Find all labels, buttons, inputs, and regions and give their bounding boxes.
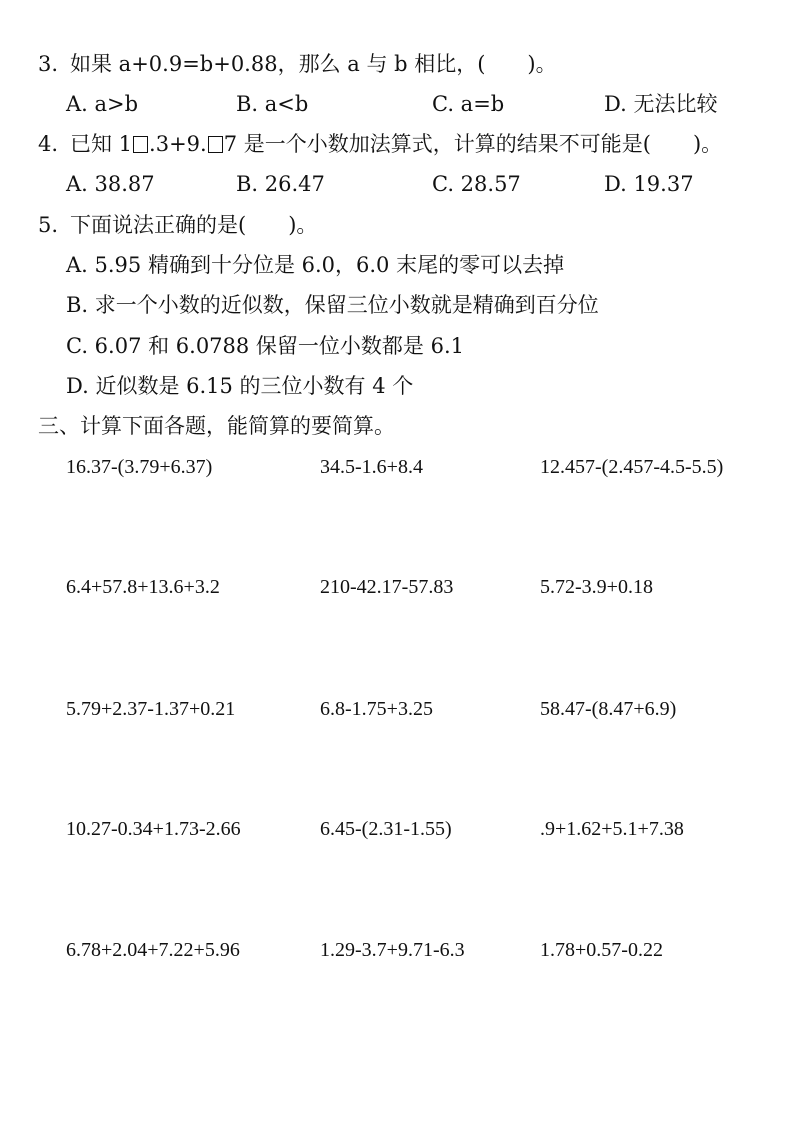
calc-item-r3-c3: 58.47-(8.47+6.9) [540, 698, 677, 720]
calc-item-r4-c2: 6.45-(2.31-1.55) [320, 818, 452, 840]
calc-item-r1-c3: 12.457-(2.457-4.5-5.5) [540, 456, 724, 478]
calc-item-r5-c2: 1.29-3.7+9.71-6.3 [320, 939, 465, 961]
calc-item-r2-c1: 6.4+57.8+13.6+3.2 [66, 576, 220, 598]
question-5-stem: 下面说法正确的是( )。 [70, 213, 318, 237]
question-4-option-b: B. 26.47 [236, 172, 325, 196]
calc-item-r4-c3: .9+1.62+5.1+7.38 [540, 818, 684, 840]
question-5-option-b: B. 求一个小数的近似数，保留三位小数就是精确到百分位 [66, 293, 599, 317]
question-5-option-d: D. 近似数是 6.15 的三位小数有 4 个 [66, 374, 414, 398]
question-5-option-a: A. 5.95 精确到十分位是 6.0，6.0 末尾的零可以去掉 [66, 253, 565, 277]
question-4-stem-part-a: 已知 1 [70, 132, 133, 156]
question-3-number: 3. [38, 52, 59, 76]
question-4-option-c: C. 28.57 [432, 172, 521, 196]
blank-box-icon [133, 136, 148, 153]
question-5-number: 5. [38, 213, 59, 237]
calc-item-r5-c1: 6.78+2.04+7.22+5.96 [66, 939, 240, 961]
question-3-stem: 如果 a+0.9=b+0.88，那么 a 与 b 相比，( )。 [70, 52, 557, 76]
question-3-option-a: A. a>b [66, 92, 139, 116]
calc-item-r5-c3: 1.78+0.57-0.22 [540, 939, 663, 961]
calc-item-r4-c1: 10.27-0.34+1.73-2.66 [66, 818, 241, 840]
question-4-stem-part-c: 7 是一个小数加法算式，计算的结果不可能是( )。 [223, 132, 723, 156]
question-4-option-a: A. 38.87 [66, 172, 155, 196]
calc-item-r3-c2: 6.8-1.75+3.25 [320, 698, 433, 720]
calc-item-r1-c1: 16.37-(3.79+6.37) [66, 456, 213, 478]
blank-box-icon [208, 136, 223, 153]
calc-item-r1-c2: 34.5-1.6+8.4 [320, 456, 423, 478]
question-4-stem-part-b: .3+9. [149, 132, 207, 156]
calc-item-r3-c1: 5.79+2.37-1.37+0.21 [66, 698, 236, 720]
calc-item-r2-c3: 5.72-3.9+0.18 [540, 576, 653, 598]
question-3-option-d: D. 无法比较 [604, 92, 718, 116]
question-5-option-c: C. 6.07 和 6.0788 保留一位小数都是 6.1 [66, 334, 465, 358]
question-3-option-c: C. a=b [432, 92, 505, 116]
question-4-number: 4. [38, 132, 59, 156]
question-3 [38, 50, 557, 78]
calc-item-r2-c2: 210-42.17-57.83 [320, 576, 454, 598]
question-3-option-b: B. a<b [236, 92, 309, 116]
question-5 [38, 211, 317, 239]
section-3-heading: 三、计算下面各题，能简算的要简算。 [38, 414, 395, 438]
question-4 [38, 130, 722, 158]
question-4-option-d: D. 19.37 [604, 172, 694, 196]
